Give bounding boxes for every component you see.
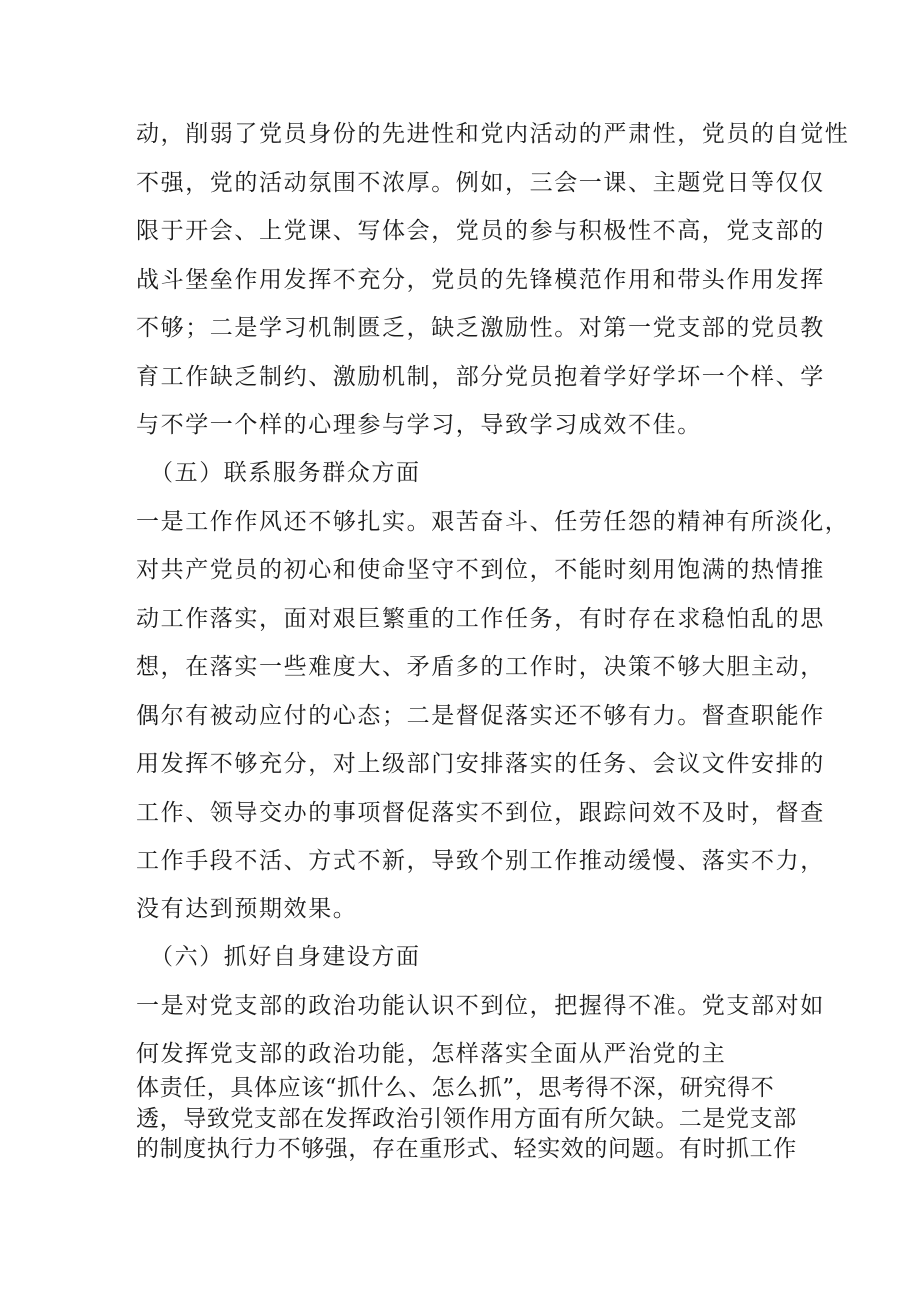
- text-line: 限于开会、上党课、写体会，党员的参与积极性不高，党支部的: [136, 218, 825, 244]
- text-line: 的制度执行力不够强，存在重形式、轻实效的问题。有时抓工作: [136, 1136, 797, 1162]
- text-line: 战斗堡垒作用发挥不充分，党员的先锋模范作用和带头作用发挥: [136, 267, 825, 293]
- text-line: 育工作缺乏制约、激励机制，部分党员抱着学好学坏一个样、学: [136, 364, 825, 390]
- text-line: 对共产党员的初心和使命坚守不到位，不能时刻用饱满的热情推: [136, 557, 825, 583]
- text-line: 工作手段不活、方式不新，导致个别工作推动缓慢、落实不力，: [136, 848, 825, 874]
- text-line: 一是对党支部的政治功能认识不到位，把握得不准。党支部对如: [136, 993, 825, 1019]
- text-line: 不够；二是学习机制匮乏，缺乏激励性。对第一党支部的党员教: [136, 315, 825, 341]
- text-line: 工作、领导交办的事项督促落实不到位，跟踪问效不及时，督查: [136, 800, 825, 826]
- text-line: 透，导致党支部在发挥政治引领作用方面有所欠缺。二是党支部: [136, 1106, 797, 1132]
- text-line: 动工作落实，面对艰巨繁重的工作任务，有时存在求稳怕乱的思: [136, 606, 825, 632]
- text-line: 与不学一个样的心理参与学习，导致学习成效不佳。: [136, 412, 702, 438]
- text-line: 动，削弱了党员身份的先进性和党内活动的严肃性，党员的自觉性: [136, 121, 850, 147]
- section-heading-5: （五）联系服务群众方面: [150, 460, 421, 486]
- text-line: 用发挥不够充分，对上级部门安排落实的任务、会议文件安排的: [136, 751, 825, 777]
- text-line: 一是工作作风还不够扎实。艰苦奋斗、任劳任怨的精神有所淡化，: [136, 509, 850, 535]
- text-line: 不强，党的活动氛围不浓厚。例如，三会一课、主题党日等仅仅: [136, 170, 825, 196]
- text-line: 没有达到预期效果。: [136, 896, 358, 922]
- text-line: 何发挥党支部的政治功能，怎样落实全面从严治党的主: [136, 1041, 727, 1067]
- section-heading-6: （六）抓好自身建设方面: [150, 944, 421, 970]
- text-line: 偶尔有被动应付的心态；二是督促落实还不够有力。督查职能作: [136, 703, 825, 729]
- text-line: 体责任，具体应该“抓什么、怎么抓”，思考得不深，研究得不: [136, 1075, 775, 1101]
- text-line: 想，在落实一些难度大、矛盾多的工作时，决策不够大胆主动，: [136, 654, 825, 680]
